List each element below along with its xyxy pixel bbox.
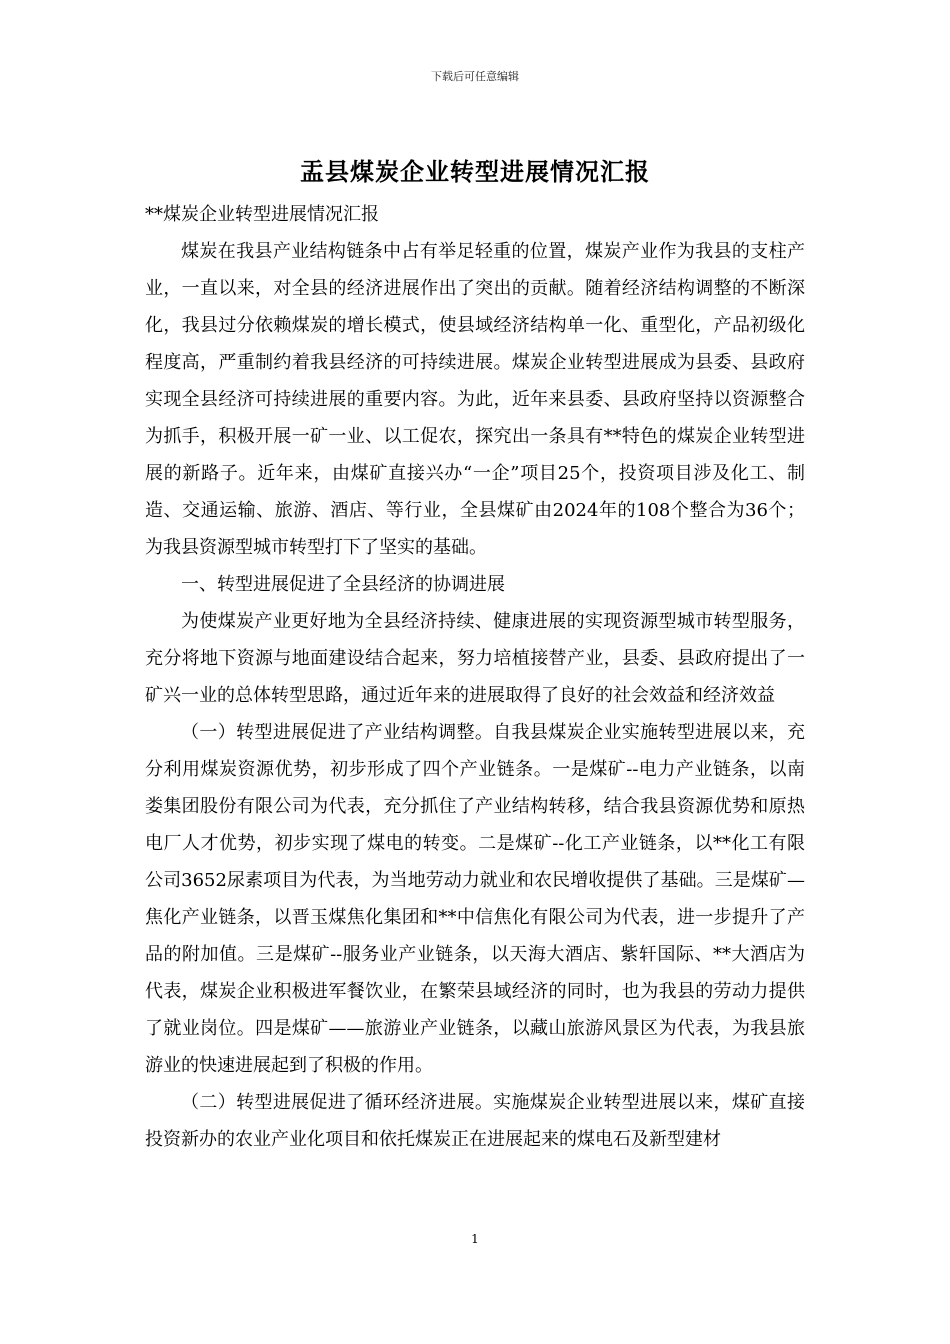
document-title: 盂县煤炭企业转型进展情况汇报	[300, 157, 650, 186]
paragraph-subsection-2: （二）转型进展促进了循环经济进展。实施煤炭企业转型进展以来，煤矿直接投资新办的农业产业化项目和依托煤炭正在进展起来的煤电石及新型建材	[145, 1092, 805, 1150]
section-heading-1: 一、转型进展促进了全县经济的协调进展	[181, 574, 505, 595]
paragraph-intro: 煤炭在我县产业结构链条中占有举足轻重的位置，煤炭产业作为我县的支柱产业，一直以来，对全县的经济进展作出了突出的贡献。随着经济结构调整的不断深化，我县过分依赖煤炭的增长模式，使县域经济结构单一化、重型化，产品初级化程度高，严重制约着我县经济的可持续进展。煤炭企业转型进展成为县委、县政府实现全县经济可持续进展的重要内容。为此，近年来县委、县政府坚持以资源整合为抓手，积极开展一矿一业、以工促农，探究出一条具有**特色的煤炭企业转型进展的新路子。近年来，由煤矿直接兴办“一企”项目25个，投资项目涉及化工、制造、交通运输、旅游、酒店、等行业，全县煤矿由2024年的108个整合为36个；为我县资源型城市转型打下了坚实的基础。	[145, 241, 805, 558]
header-note: 下载后可任意编辑	[431, 70, 519, 83]
paragraph-subsection-1: （一）转型进展促进了产业结构调整。自我县煤炭企业实施转型进展以来，充分利用煤炭资源优势，初步形成了四个产业链条。一是煤矿--电力产业链条，以南娄集团股份有限公司为代表，充分抓住了产业结构转移，结合我县资源优势和原热电厂人才优势，初步实现了煤电的转变。二是煤矿--化工产业链条，以**化工有限公司3652尿素项目为代表，为当地劳动力就业和农民增收提供了基础。三是煤矿—焦化产业链条，以晋玉煤焦化集团和**中信焦化有限公司为代表，进一步提升了产品的附加值。三是煤矿--服务业产业链条，以天海大酒店、紫轩国际、**大酒店为代表，煤炭企业积极进军餐饮业，在繁荣县域经济的同时，也为我县的劳动力提供了就业岗位。四是煤矿——旅游业产业链条，以藏山旅游风景区为代表，为我县旅游业的快速进展起到了积极的作用。	[145, 722, 805, 1076]
paragraph-section-1: 为使煤炭产业更好地为全县经济持续、健康进展的实现资源型城市转型服务，充分将地下资源与地面建设结合起来，努力培植接替产业，县委、县政府提出了一矿兴一业的总体转型思路，通过近年来的进展取得了良好的社会效益和经济效益	[145, 611, 805, 706]
document-subtitle: **煤炭企业转型进展情况汇报	[145, 204, 379, 225]
document-body	[145, 196, 805, 1158]
page-number: 1	[471, 1232, 479, 1246]
